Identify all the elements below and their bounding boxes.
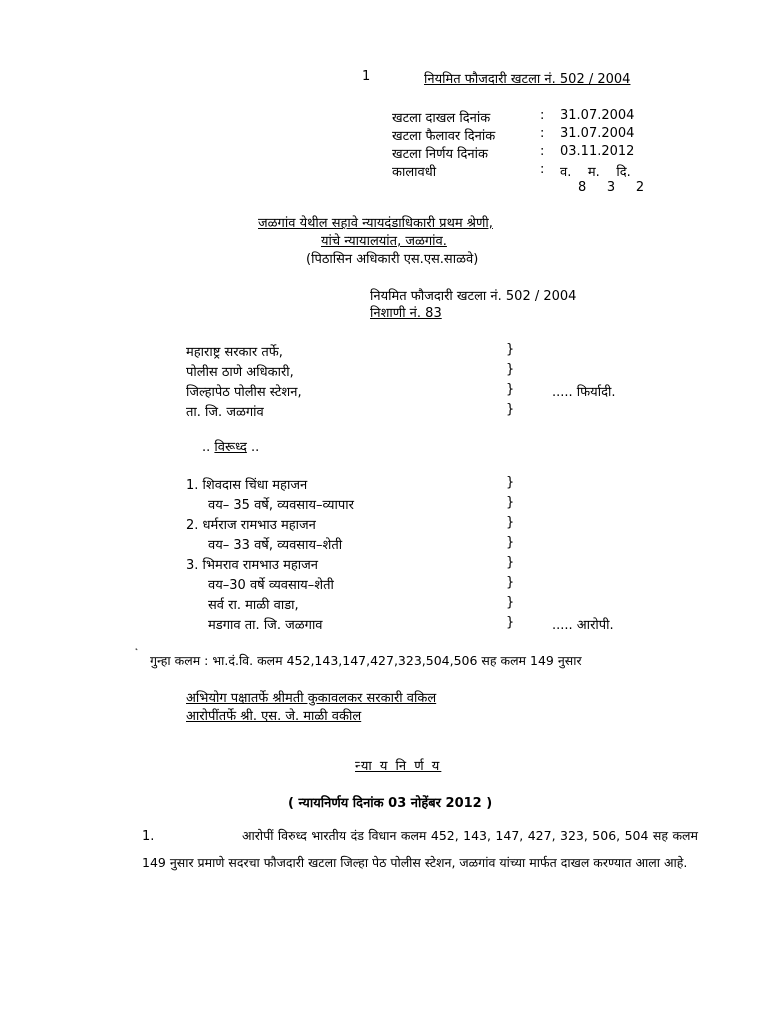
meta-colon: : <box>540 162 545 177</box>
brace: } <box>506 382 515 397</box>
meta-row-filing-date <box>392 108 692 124</box>
accused-line: सर्व रा. माळी वाडा, <box>208 598 299 613</box>
complainant-role: ..... फिर्यादी. <box>552 385 616 400</box>
accused-line: 2. धर्मराज रामभाउ महाजन <box>186 518 316 533</box>
brace: } <box>506 475 515 490</box>
meta-row-decision-date <box>392 144 692 160</box>
meta-label: कालावधी <box>392 165 437 180</box>
meta-colon: : <box>540 108 545 123</box>
meta-value: व. म. दि. <box>560 165 631 180</box>
versus-dots-right: .. <box>251 440 260 455</box>
stray-mark: ˛ <box>134 640 139 651</box>
brace: } <box>506 615 515 630</box>
exhibit-number: निशाणी नं. 83 <box>370 306 442 321</box>
brace: } <box>506 515 515 530</box>
court-line-2: यांचे न्यायालयांत, जळगांव. <box>321 234 447 249</box>
accused-role: ..... आरोपी. <box>552 618 614 633</box>
accused-line: 1. शिवदास चिंधा महाजन <box>186 478 308 493</box>
brace: } <box>506 555 515 570</box>
accused-line: वय– 33 वर्षे, व्यवसाय–शेती <box>208 538 343 553</box>
meta-label: खटला फैलावर दिनांक <box>392 129 496 144</box>
meta-label: खटला निर्णय दिनांक <box>392 147 488 162</box>
defence-counsel: आरोपींतर्फे श्री. एस. जे. माळी वकील <box>186 709 362 724</box>
meta-colon: : <box>540 144 545 159</box>
paragraph-text: आरोपीं विरुध्द भारतीय दंड विधान कलम 452, 143, 147, 427, 323, 506, 504 सह कलम 149 नुसार प्रमाणे सदरचा फौजदारी खटला जिल्हा पेठ पोलीस स्टेशन, जळगांव यांच्या मार्फत दाखल करण्यात आला आहे. <box>142 828 698 870</box>
meta-colon: : <box>540 126 545 141</box>
brace: } <box>506 362 515 377</box>
case-number: नियमित फौजदारी खटला नं. 502 / 2004 <box>370 289 577 304</box>
case-title: नियमित फौजदारी खटला नं. 502 / 2004 <box>424 72 631 87</box>
complainant-line: महाराष्ट्र सरकार तर्फे, <box>186 345 283 360</box>
meta-value: 31.07.2004 <box>560 108 635 123</box>
judgment-date: ( न्यायनिर्णय दिनांक 03 नोहेंबर 2012 ) <box>288 796 493 811</box>
court-line-1: जळगांव येथील सहावे न्यायदंडाधिकारी प्रथम श्रेणी, <box>258 216 493 231</box>
complainant-line: ता. जि. जळगांव <box>186 405 264 420</box>
meta-label: खटला दाखल दिनांक <box>392 111 491 126</box>
brace: } <box>506 595 515 610</box>
brace: } <box>506 535 515 550</box>
duration-values: 8 3 2 <box>578 180 645 195</box>
paragraph-number: 1. <box>142 829 155 844</box>
versus-dots-left: .. <box>202 440 211 455</box>
meta-value: 03.11.2012 <box>560 144 635 159</box>
complainant-line: पोलीस ठाणे अधिकारी, <box>186 365 294 380</box>
court-line-3: (पिठासिन अधिकारी एस.एस.साळवे) <box>306 252 479 267</box>
meta-value: 31.07.2004 <box>560 126 635 141</box>
accused-line: 3. भिमराव रामभाउ महाजन <box>186 558 318 573</box>
prosecution-counsel: अभियोग पक्षातर्फे श्रीमती कुकावलकर सरकारी वकिल <box>186 691 437 706</box>
meta-row-duration <box>392 162 692 178</box>
meta-row-hearing-date <box>392 126 692 142</box>
brace: } <box>506 495 515 510</box>
page-number: 1 <box>362 69 371 84</box>
versus-word: विरूध्द <box>214 440 247 455</box>
accused-line: मडगाव ता. जि. जळगाव <box>208 618 323 633</box>
versus <box>202 437 259 455</box>
complainant-line: जिल्हापेठ पोलीस स्टेशन, <box>186 385 302 400</box>
brace: } <box>506 342 515 357</box>
accused-line: वय– 35 वर्षे, व्यवसाय–व्यापार <box>208 498 354 513</box>
accused-line: वय–30 वर्षे व्यवसाय–शेती <box>208 578 334 593</box>
judgment-heading: न्या य नि र्ण य <box>355 759 442 774</box>
brace: } <box>506 575 515 590</box>
offence-sections: गुन्हा कलम : भा.दं.वि. कलम 452,143,147,427,323,504,506 सह कलम 149 नुसार <box>150 653 582 668</box>
brace: } <box>506 402 515 417</box>
